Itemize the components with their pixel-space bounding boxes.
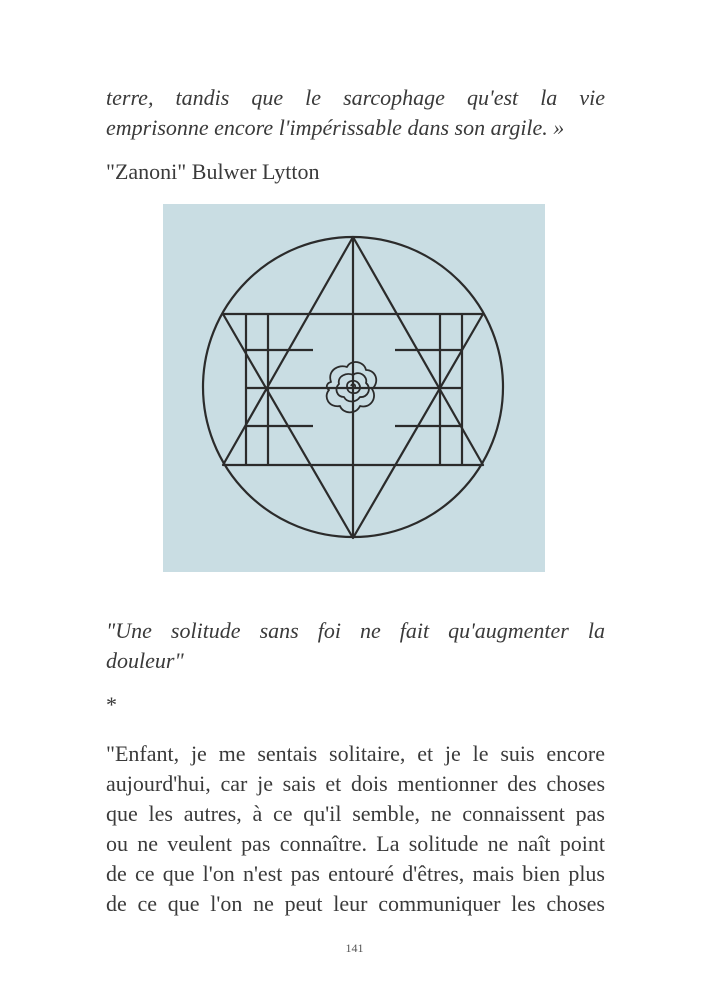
paragraph-line: de ce que l'on ne peut leur communiquer les choses: [106, 891, 605, 916]
body-paragraph: [106, 739, 605, 919]
quote-bottom-line: "Une solitude sans foi ne fait qu'augmenter la: [106, 618, 605, 643]
hexagram-illustration: [163, 204, 545, 572]
page-number: 141: [345, 941, 364, 955]
paragraph-line: "Enfant, je me sentais solitaire, et je le suis encore: [106, 741, 605, 766]
section-separator: [106, 690, 605, 720]
quote-top: [106, 83, 605, 143]
paragraph-line: aujourd'hui, car je sais et dois mentionner des choses: [106, 771, 605, 796]
quote-top-line: emprisonne encore l'impérissable dans son argile. »: [106, 115, 565, 140]
right-grid: [395, 314, 462, 465]
left-grid: [246, 314, 313, 465]
separator-asterisk: *: [106, 692, 117, 717]
quote-attribution: [106, 157, 605, 187]
paragraph-line: ou ne veulent pas connaître. La solitude ne naît point: [106, 831, 605, 856]
quote-bottom: [106, 616, 605, 676]
paragraph-line: de ce que l'on n'est pas entouré d'êtres, mais bien plus: [106, 861, 605, 886]
paragraph-line: que les autres, à ce qu'il semble, ne connaissent pas: [106, 801, 605, 826]
attribution-text: "Zanoni" Bulwer Lytton: [106, 159, 320, 184]
quote-bottom-line: douleur": [106, 648, 184, 673]
quote-top-line: terre, tandis que le sarcophage qu'est la vie: [106, 85, 605, 110]
hexagram-drawing: [163, 204, 545, 572]
